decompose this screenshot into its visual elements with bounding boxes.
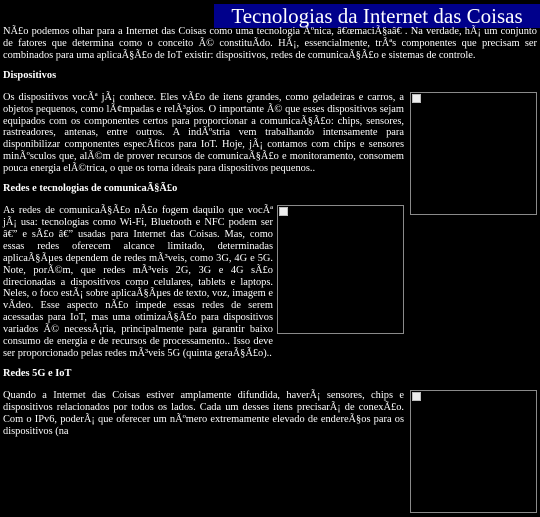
article-body: [3, 26, 537, 517]
broken-image-icon: [412, 94, 421, 103]
broken-image-5g: [410, 390, 537, 513]
intro-paragraph: NÃ£o podemos olhar para a Internet das Coisas como uma tecnologia Ãºnica, â€œmaciÃ§aâ€ . Na verdade, hÃ¡ um conjunto de fatores que determina como o conceito Ã© constituÃdo. HÃ¡, essencialmente, trÃªs componentes que precisam ser combinados para uma aplicaÃ§Ã£o de IoT existir: dispositivos, redes de comunicaÃ§Ã£o e sistemas de controle.: [3, 26, 537, 61]
section-heading-redes: Redes e tecnologias de comunicaÃ§Ã£o: [3, 183, 178, 195]
broken-image-icon: [279, 207, 288, 216]
broken-image-dispositivos: [410, 92, 537, 215]
broken-image-redes: [277, 205, 404, 334]
page-title: Tecnologias da Internet das Coisas: [214, 4, 540, 28]
section-paragraph-dispositivos: Os dispositivos vocÃª jÃ¡ conhece. Eles vÃ£o de itens grandes, como geladeiras e carros, a objetos pequenos, como lÃ¢mpadas e relÃ³gios. O importante Ã© que esses dispositivos sejam equipados com os componentes certos para proporcionar a comunicaÃ§Ã£o: chips, sensores, rastreadores, antenas, entre outros. A indÃºstria vem trabalhando intensamente para disponibilizar componentes especÃficos para IoT. Hoje, jÃ¡ contamos com chips e sensores minÃºsculos que, alÃ©m de prover recursos de comunicaÃ§Ã£o e monitoramento, consomem pouca energia elÃ©trica, o que os torna ideais para dispositivos pequenos..: [3, 91, 404, 175]
section-heading-dispositivos: Dispositivos: [3, 69, 57, 81]
broken-image-icon: [412, 392, 421, 401]
section-paragraph-5g: Quando a Internet das Coisas estiver amplamente difundida, haverÃ¡ sensores, chips e dispositivos relacionados por todos os lados. Cada um desses itens precisarÃ¡ de conexÃ£o. Com o IPv6, poderÃ¡ que oferecer um nÃºmero extremamente elevado de endereÃ§os para os dispositivos (na: [3, 389, 404, 437]
section-heading-5g: Redes 5G e IoT: [3, 367, 72, 379]
section-paragraph-redes: As redes de comunicaÃ§Ã£o nÃ£o fogem daquilo que vocÃª jÃ¡ usa: tecnologias como Wi-Fi, Bluetooth e NFC podem ser â€” e sÃ£o â€” usadas para Internet das Coisas. Mas, como essas redes oferecem alcance limitado, determinadas aplicaÃ§Ãµes dependem de redes mÃ³veis, como 3G, 4G e 5G. Note, porÃ©m, que redes mÃ³veis 2G, 3G e 4G sÃ£o direcionadas a dispositivos como celulares, tablets e laptops. Neles, o foco estÃ¡ sobre aplicaÃ§Ãµes de texto, voz, imagem e vÃdeo. Esse aspecto nÃ£o impede essas redes de serem acessadas para IoT, mas uma otimizaÃ§Ã£o para dispositivos variados Ã© necessÃ¡ria, principalmente para garantir baixo consumo de energia e de recursos de processamento.. Isso deve ser proporcionado pelas redes mÃ³veis 5G (quinta geraÃ§Ã£o)..: [3, 205, 273, 359]
